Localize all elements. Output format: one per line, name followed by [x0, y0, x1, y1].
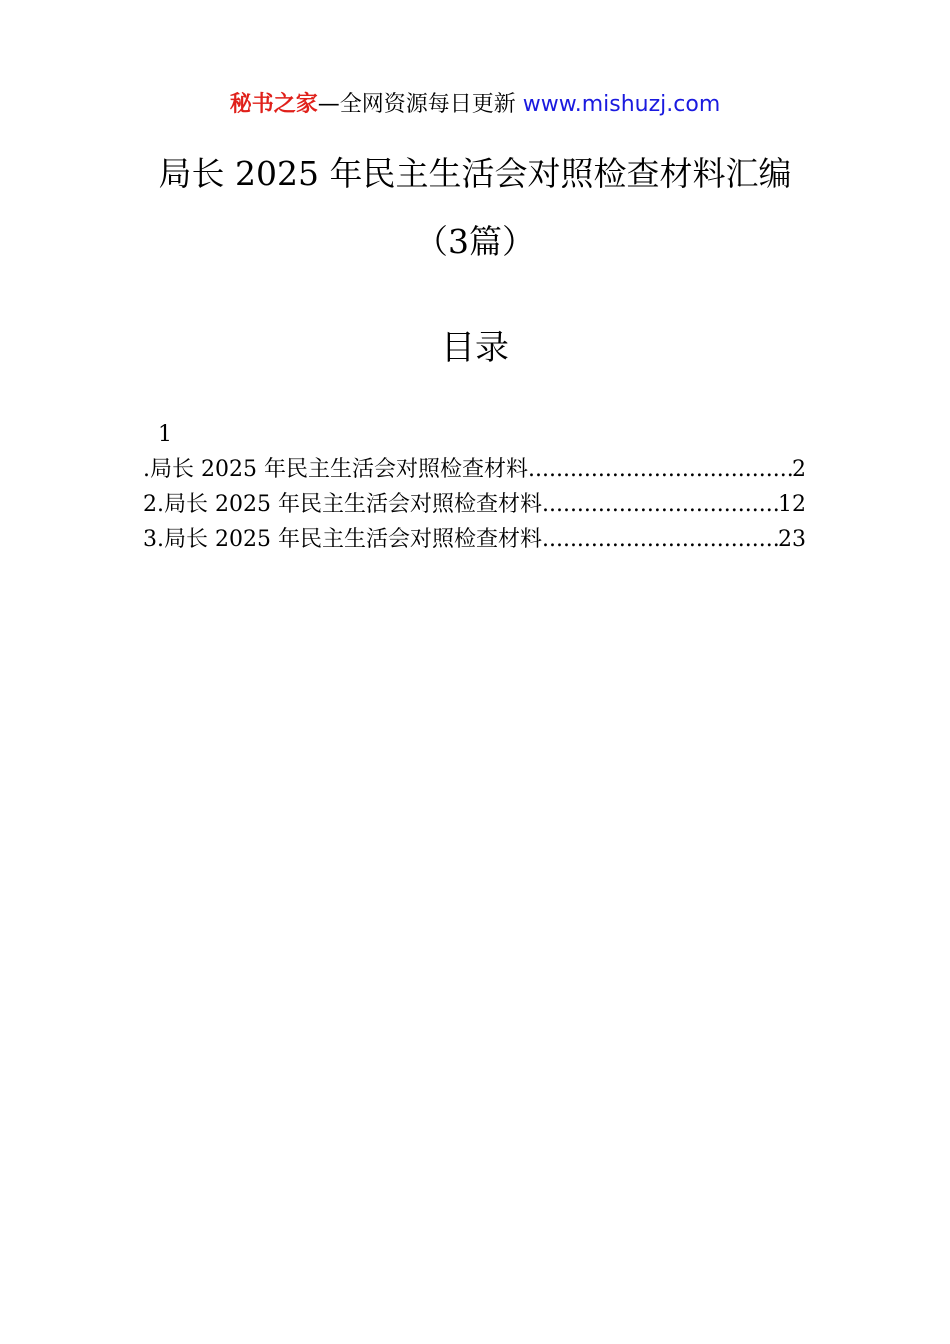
- toc-entry-text: 2.局长 2025 年民主生活会对照检查材料: [143, 492, 542, 517]
- toc-heading: 目录: [441, 328, 509, 368]
- toc-dot-leader: [528, 452, 792, 487]
- toc-entry-page: 2: [792, 457, 806, 482]
- header-slogan: —全网资源每日更新: [317, 92, 516, 117]
- toc-entry-text: .局长 2025 年民主生活会对照检查材料: [143, 457, 528, 482]
- toc-stray-number: 1: [158, 422, 172, 447]
- toc-entry-text: 3.局长 2025 年民主生活会对照检查材料: [143, 527, 542, 552]
- document-subtitle: （3篇）: [415, 222, 535, 261]
- toc-dot-leader: [542, 487, 778, 522]
- toc-entry-3[interactable]: [143, 522, 806, 557]
- header-url-link[interactable]: www.mishuzj.com: [522, 92, 721, 117]
- toc-entry-2[interactable]: [143, 487, 806, 522]
- toc-entry-page: 12: [778, 492, 806, 517]
- toc-dot-leader: [542, 522, 778, 557]
- toc-entry-1[interactable]: [143, 452, 806, 487]
- header-brand: 秘书之家: [229, 92, 318, 117]
- toc-list: [143, 452, 806, 557]
- site-header: [0, 88, 950, 122]
- document-title: 局长 2025 年民主生活会对照检查材料汇编: [158, 154, 792, 193]
- toc-entry-page: 23: [778, 527, 806, 552]
